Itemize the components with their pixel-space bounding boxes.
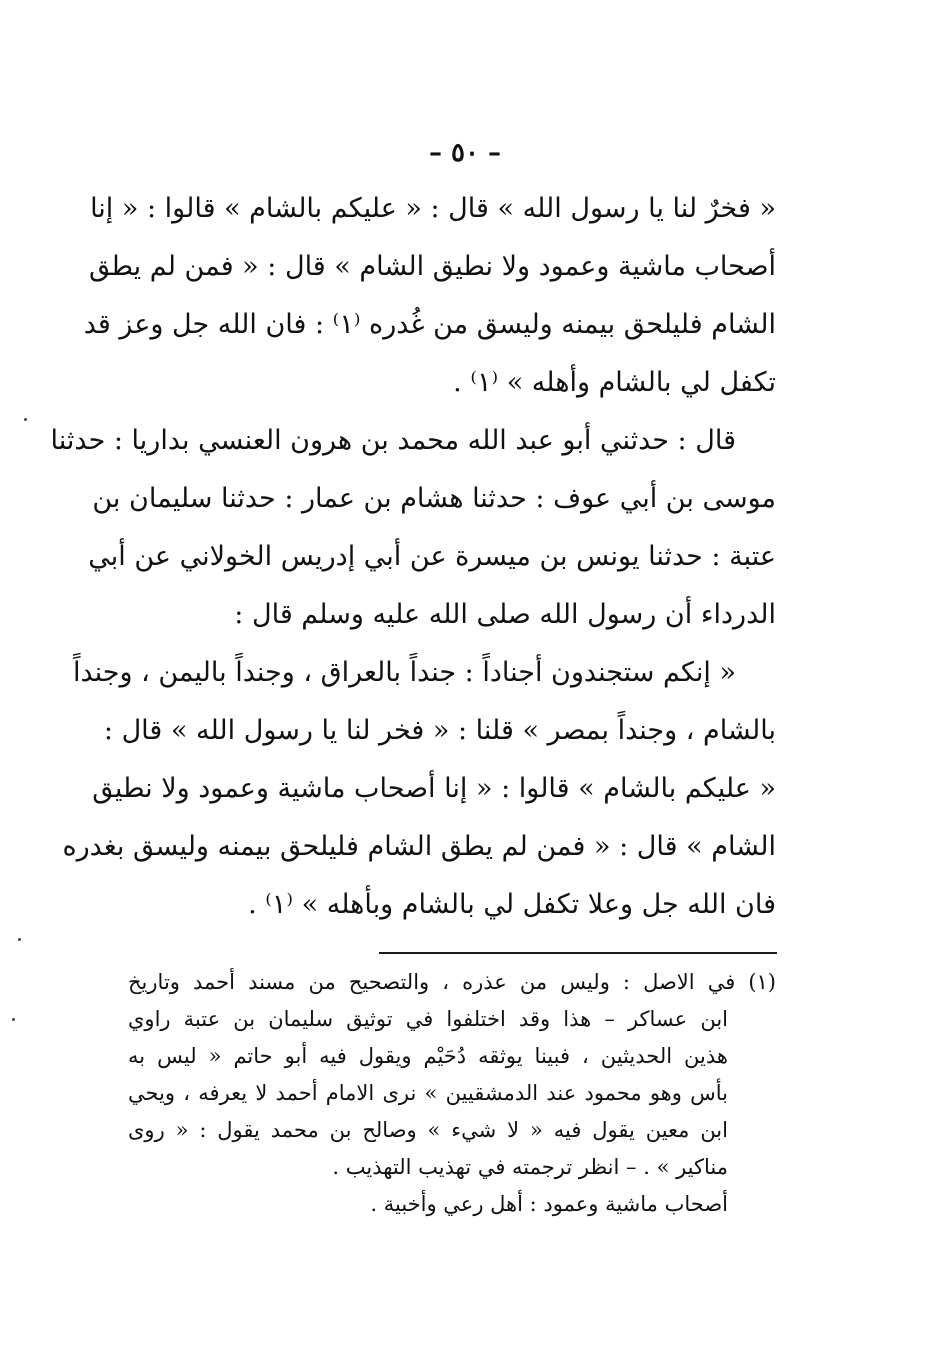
scan-speck	[12, 1018, 15, 1021]
body-line: الشام » قال : « فمن لم يطق الشام فليلحق بيمنه وليسق بغدره	[62, 831, 776, 862]
body-line: قال : حدثني أبو عبد الله محمد بن هرون العنسي بداريا : حدثنا	[50, 425, 736, 456]
body-line: بالشام ، وجنداً بمصر » قلنا : « فخر لنا يا رسول الله » قال :	[103, 715, 776, 746]
scan-speck	[24, 418, 27, 421]
footnotes	[128, 964, 776, 1223]
footnote-line: ابن معين يقول فيه « لا شيء » وصالح بن محمد يقول : « روى	[128, 1118, 728, 1142]
footnote-line: بأس وهو محمود عند الدمشقيين » نرى الامام أحمد لا يعرفه ، ويحي	[128, 1081, 728, 1105]
body-line: الشام فليلحق بيمنه وليسق من غُدره ⁽١⁾ : فان الله جل وعز قد	[83, 309, 776, 340]
body-line: تكفل لي بالشام وأهله » ⁽١⁾ .	[453, 367, 776, 398]
body-line: موسى بن أبي عوف : حدثنا هشام بن عمار : حدثنا سليمان بن	[92, 483, 776, 514]
footnote-line: أصحاب ماشية وعمود : أهل رعي وأخبية .	[370, 1192, 728, 1216]
page-number: – ٥٠ –	[428, 138, 502, 168]
body-line: عتبة : حدثنا يونس بن ميسرة عن أبي إدريس الخولاني عن أبي	[88, 541, 776, 572]
body-line: « عليكم بالشام » قالوا : « إنا أصحاب ماشية وعمود ولا نطيق	[92, 773, 776, 804]
body-line: « إنكم ستجندون أجناداً : جنداً بالعراق ، وجنداً باليمن ، وجنداً	[72, 657, 736, 688]
footnote-line: هذين الحديثين ، فبينا يوثقه دُحَيْم ويقول فيه أبو حاتم « ليس به	[128, 1044, 728, 1068]
body-line: « فخرٌ لنا يا رسول الله » قال : « عليكم بالشام » قالوا : « إنا	[90, 193, 776, 224]
body-line: فان الله جل وعلا تكفل لي بالشام وبأهله » ⁽١⁾ .	[248, 889, 776, 920]
footnote-separator	[379, 952, 777, 954]
body-line: أصحاب ماشية وعمود ولا نطيق الشام » قال : « فمن لم يطق	[88, 251, 776, 282]
footnote-line: ابن عساكر – هذا وقد اختلفوا في توثيق سليمان بن عتبة راوي	[128, 1007, 728, 1031]
footnote-line: مناكير » . – انظر ترجمته في تهذيب التهذيب .	[332, 1155, 728, 1179]
body-line: الدرداء أن رسول الله صلى الله عليه وسلم قال :	[234, 599, 776, 630]
body-text	[50, 180, 776, 934]
scan-speck	[18, 938, 21, 941]
footnote-line: (١) في الاصل : وليس من عذره ، والتصحيح من مسند أحمد وتاريخ	[128, 970, 776, 994]
